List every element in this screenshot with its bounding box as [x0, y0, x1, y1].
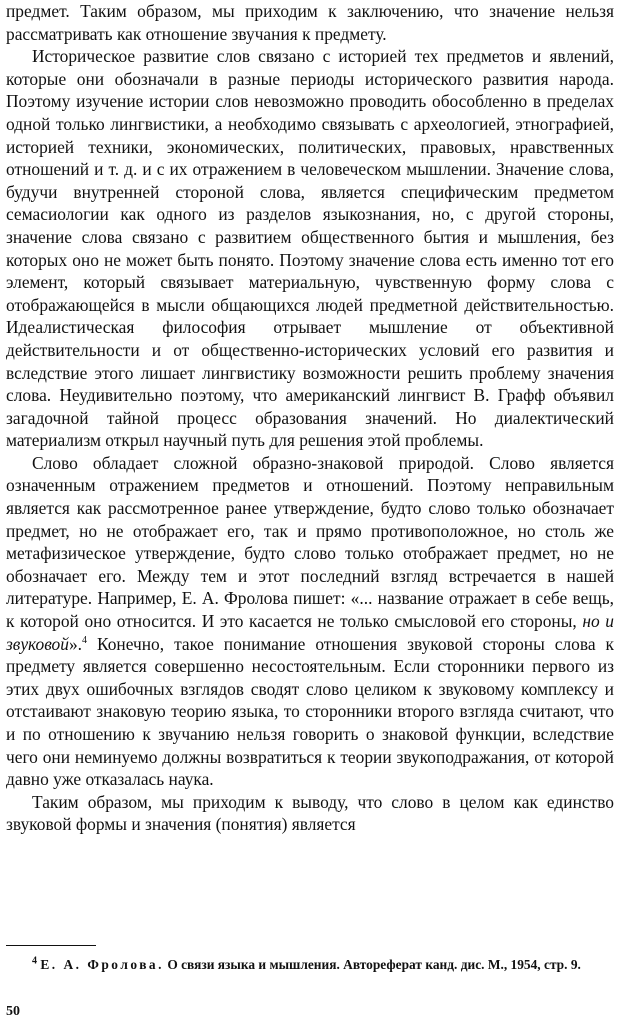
footnote — [6, 956, 610, 974]
main-text — [6, 0, 614, 836]
paragraph-3-part-2: Конечно, такое понимание отношения звуковой стороны слова к предмету является совершенно несостоятельным. Если сторонники первого из этих двух ошибочных взглядов сводят слово целиком к звуковому комплексу и отстаивают знаковую теорию языка, то сторонники второго взгляда считают, что и по отношению к звучанию нельзя говорить о знаковой функции, вследствие чего они неминуемо должны возвратиться к теории звукоподражания, от которой давно уже отказалась наука. — [6, 633, 614, 790]
paragraph-3-part-1: Слово обладает сложной образно-знаковой природой. Слово является означенным отражением предметов и отношений. Поэтому неправильным является как рассмотренное ранее утверждение, будто слово только обозначает предмет, но не отображает его, так и прямо противоположное, но столь же метафизическое утверждение, будто слово только отображает предмет, но не обозначает его. Между тем и этот последний взгляд встречается в нашей литературе. Например, Е. А. Фролова пишет: «... название отражает в себе вещь, к которой оно относится. И это касается не только смысловой его стороны, — [6, 452, 614, 632]
quote-close: ». — [68, 633, 82, 654]
footnote-text: О связи языка и мышления. Автореферат канд. дис. М., 1954, стр. 9. — [163, 957, 581, 972]
paragraph-4: Таким образом, мы приходим к выводу, что слово в целом как единство звуковой формы и значения (понятия) является — [6, 791, 614, 835]
paragraph-1: предмет. Таким образом, мы приходим к заключению, что значение нельзя рассматривать как отношение звучания к предмету. — [6, 1, 614, 44]
footnote-author: Е. А. Фролова. — [40, 957, 164, 972]
page-number: 50 — [6, 1004, 20, 1019]
quote-italic-phrase: но и звуковой — [6, 611, 614, 654]
paragraph-2: Историческое развитие слов связано с историей тех предметов и явлений, которые они обозначали в разные периоды исторического развития народа. Поэтому изучение истории слов невозможно проводить обособленно в пределах одной только лингвистики, а необходимо связывать с археологией, этнографией, историей техники, экономических, политических, правовых, нравственных отношений и т. д. и с их отражением в человеческом мышлении. Значение слова, будучи внутренней стороной слова, является специфическим предметом семасиологии как одного из разделов языкознания, но, с другой стороны, значение слова связано с развитием общественного бытия и мышления, без которых оно не может быть понято. Поэтому значение слова есть именно тот его элемент, который связывает материальную, чувственную форму слова с отображающейся в мысли общающихся людей предметной действительностью. Идеалистическая философия отрывает мышление от объективной действительности и от общественно-исторических условий его развития и вследствие этого лишает лингвистику возможности решить проблему значения слова. Неудивительно поэтому, что американский лингвист В. Графф объявил загадочной тайной процесс образования значений. Но диалектический материализм открыл научный путь для решения этой проблемы. — [6, 46, 614, 451]
footnote-divider — [6, 945, 96, 946]
footnote-number: 4 — [32, 955, 37, 967]
footnote-reference[interactable]: 4 — [81, 634, 87, 646]
paragraph-3 — [6, 452, 614, 791]
